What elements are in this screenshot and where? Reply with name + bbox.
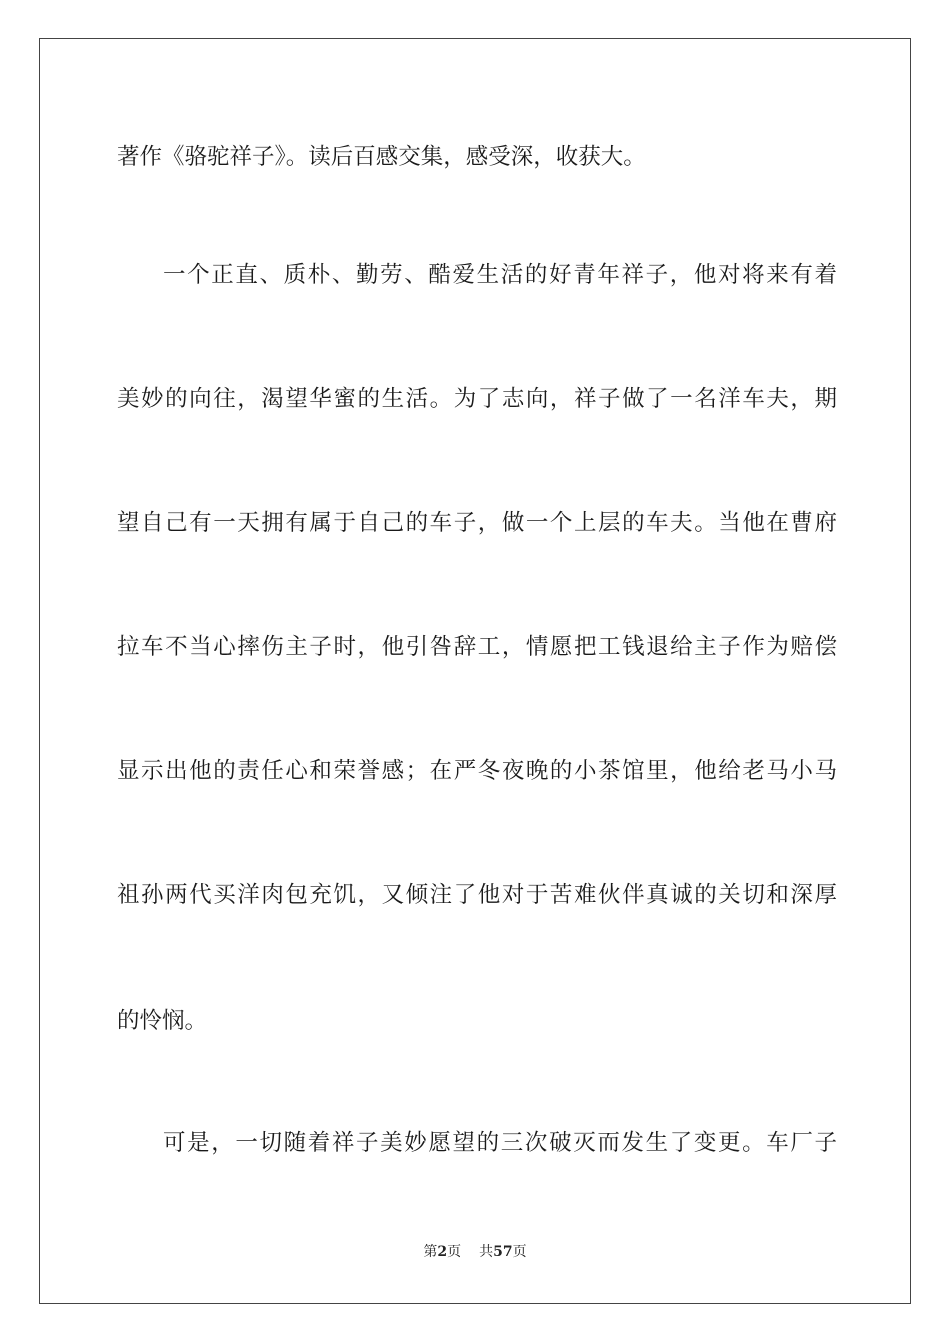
body-text-line-2: 一个正直、质朴、勤劳、酷爱生活的好青年祥子，他对将来有着	[163, 262, 837, 288]
footer-total-suffix: 页	[512, 1244, 527, 1260]
body-text-line-8: 的怜悯。	[117, 1008, 208, 1034]
body-text-line-7: 祖孙两代买洋肉包充饥，又倾注了他对于苦难伙伴真诚的关切和深厚	[117, 882, 837, 908]
body-text-line-5: 拉车不当心摔伤主子时，他引咎辞工，情愿把工钱退给主子作为赔偿	[117, 634, 837, 660]
body-text-line-6: 显示出他的责任心和荣誉感；在严冬夜晚的小茶馆里，他给老马小马	[117, 758, 837, 784]
footer-total-prefix: 共	[479, 1244, 494, 1260]
footer-page-number: 2	[437, 1244, 448, 1260]
body-text-line-3: 美妙的向往，渴望华蜜的生活。为了志向，祥子做了一名洋车夫，期	[117, 386, 837, 412]
page-border	[39, 38, 911, 1304]
footer-page-suffix: 页	[447, 1244, 462, 1260]
page-footer	[0, 1242, 950, 1262]
footer-page-prefix: 第	[423, 1244, 438, 1260]
body-text-line-9: 可是，一切随着祥子美妙愿望的三次破灭而发生了变更。车厂子	[163, 1130, 837, 1156]
body-text-line-1: 著作《骆驼祥子》。读后百感交集，感受深，收获大。	[117, 144, 646, 170]
footer-total-pages: 57	[493, 1244, 513, 1260]
body-text-line-4: 望自己有一天拥有属于自己的车子，做一个上层的车夫。当他在曹府	[117, 510, 837, 536]
